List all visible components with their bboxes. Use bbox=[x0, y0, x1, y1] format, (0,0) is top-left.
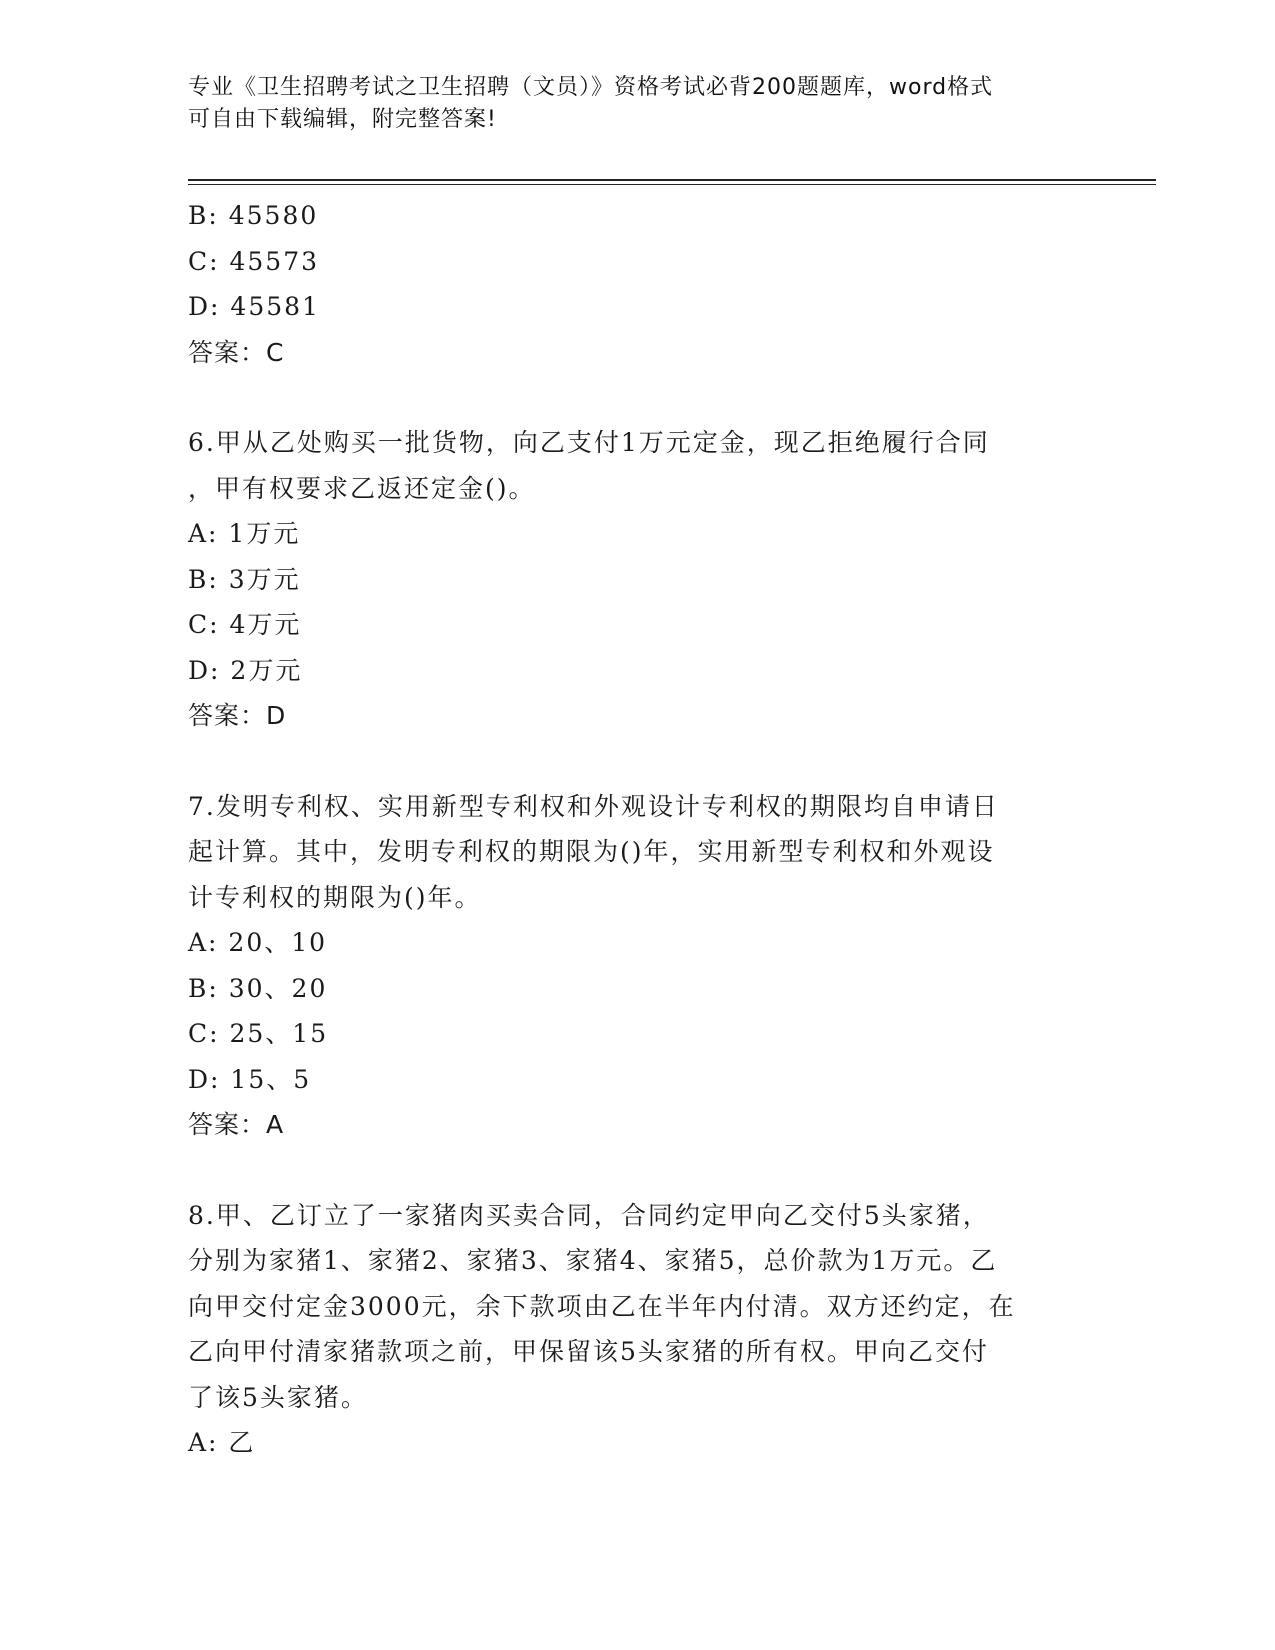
document-header bbox=[188, 72, 1088, 136]
option-a: A: 1万元 bbox=[188, 519, 301, 548]
header-title-line-1: 专业《卫生招聘考试之卫生招聘（文员）》资格考试必背200题题库，word格式 bbox=[188, 75, 994, 100]
question-list bbox=[188, 193, 1088, 1466]
question-text-line: 分别为家猪1、家猪2、家猪3、家猪4、家猪5，总价款为1万元。乙 bbox=[188, 1246, 998, 1275]
option-c: C: 4万元 bbox=[188, 610, 302, 639]
question-text-line: 6.甲从乙处购买一批货物，向乙支付1万元定金，现乙拒绝履行合同 bbox=[188, 428, 990, 457]
question-5-tail bbox=[188, 193, 1088, 375]
option-c: C: 45573 bbox=[188, 246, 320, 276]
answer: 答案：D bbox=[188, 701, 287, 730]
header-title-line-2: 可自由下载编辑，附完整答案! bbox=[188, 107, 497, 132]
option-b: B: 30、20 bbox=[188, 973, 328, 1003]
answer: 答案：A bbox=[188, 1110, 285, 1139]
question-text-line: ，甲有权要求乙返还定金()。 bbox=[188, 473, 536, 503]
option-d: D: 2万元 bbox=[188, 655, 303, 685]
option-d: D: 45581 bbox=[188, 292, 320, 321]
option-c: C: 25、15 bbox=[188, 1019, 329, 1048]
option-b: B: 3万元 bbox=[188, 564, 301, 594]
question-text-line: 起计算。其中，发明专利权的期限为()年，实用新型专利权和外观设 bbox=[188, 837, 995, 866]
question-text-line: 计专利权的期限为()年。 bbox=[188, 882, 482, 912]
question-7 bbox=[188, 784, 1088, 1148]
question-text-line: 向甲交付定金3000元，余下款项由乙在半年内付清。双方还约定，在 bbox=[188, 1291, 1016, 1321]
question-text-line: 了该5头家猪。 bbox=[188, 1382, 368, 1412]
header-divider bbox=[188, 179, 1156, 185]
answer: 答案：C bbox=[188, 337, 285, 367]
option-a: A: 20、10 bbox=[188, 928, 328, 957]
question-text-line: 8.甲、乙订立了一家猪肉买卖合同，合同约定甲向乙交付5头家猪， bbox=[188, 1200, 990, 1230]
question-8 bbox=[188, 1193, 1088, 1466]
question-6 bbox=[188, 420, 1088, 739]
question-text-line: 7.发明专利权、实用新型专利权和外观设计专利权的期限均自申请日 bbox=[188, 791, 999, 821]
question-text-line: 乙向甲付清家猪款项之前，甲保留该5头家猪的所有权。甲向乙交付 bbox=[188, 1337, 989, 1366]
option-a: A: 乙 bbox=[188, 1428, 256, 1457]
option-b: B: 45580 bbox=[188, 201, 319, 230]
option-d: D: 15、5 bbox=[188, 1064, 312, 1094]
